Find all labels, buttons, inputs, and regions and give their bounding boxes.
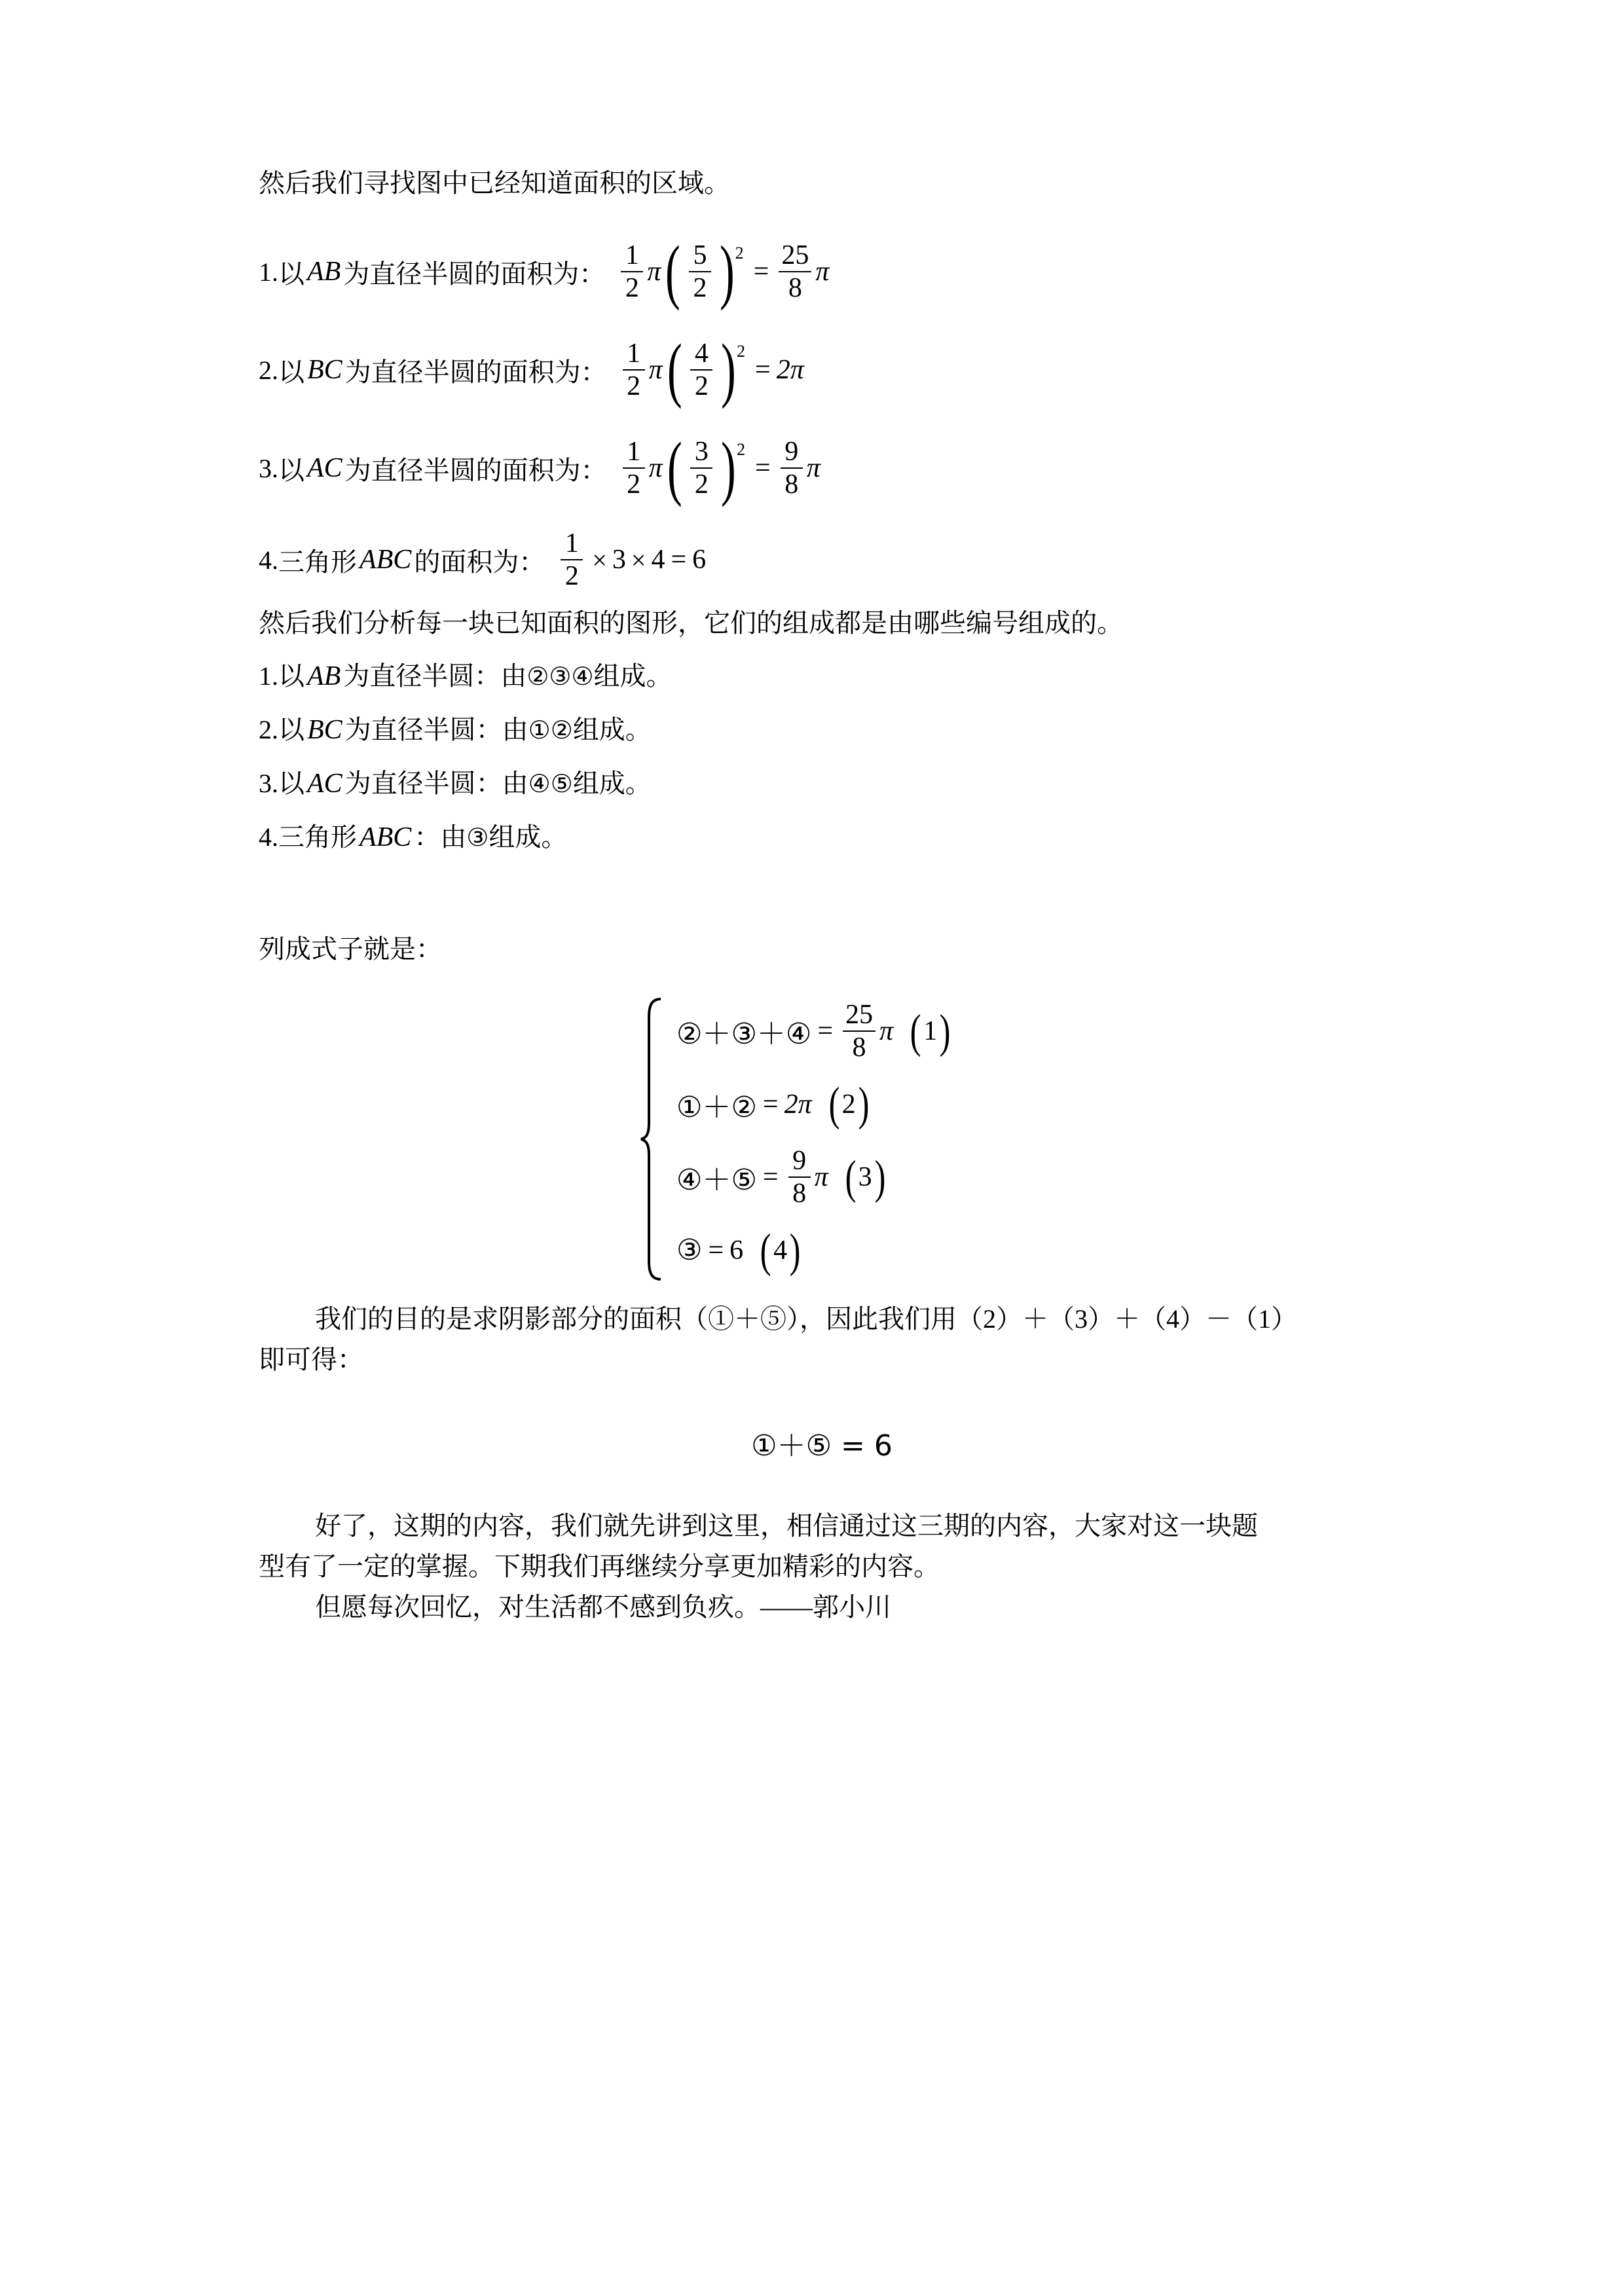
equation-row-1 (676, 995, 953, 1067)
factor-2: 4 (651, 545, 665, 575)
composition-item-3-tail: 组成。 (572, 769, 652, 798)
composition-item-4-index: 4. (259, 822, 278, 852)
multiply-sign-2: × (631, 545, 646, 575)
tag-number: 3 (858, 1162, 872, 1193)
spacer (259, 962, 1385, 995)
composition-item-4-by: 由 (440, 822, 467, 852)
closing-paragraph-line-1 (259, 1513, 1385, 1539)
equals-sign: = (753, 257, 769, 287)
inner-numerator: 3 (694, 437, 709, 467)
spacer (259, 504, 1385, 524)
goal-paragraph-text-1: 我们的目的是求阴影部分的面积（①＋⑤），因此我们用（2）＋（3）＋（4）－（1） (315, 1304, 1297, 1334)
area-item-3-label (259, 450, 607, 487)
spacer (259, 690, 1385, 716)
composition-item-4-prefix: 三角形 (278, 822, 357, 852)
area-item-2-segment: BC (307, 355, 342, 385)
coefficient-denominator: 2 (627, 469, 641, 500)
pi-symbol: π (648, 453, 663, 483)
equation-2-lhs: ①＋② (676, 1090, 757, 1124)
paren-right: ) (721, 428, 737, 508)
big-parenthesis-group (661, 231, 747, 312)
area-item-3-prefix: 以 (278, 455, 304, 485)
result-fraction (781, 438, 803, 498)
equation-1-pi: π (879, 1016, 894, 1046)
equations-intro: 列成式子就是： (259, 934, 442, 964)
pi-symbol: π (647, 257, 661, 287)
spacer (259, 744, 1385, 770)
area-item-3-suffix: 为直径半圆的面积为： (344, 455, 607, 485)
coefficient-numerator: 1 (627, 338, 641, 369)
composition-item-1-mid: 为直径半圆： (343, 661, 501, 691)
composition-item-2-tail: 组成。 (572, 715, 652, 744)
result-fraction (779, 242, 811, 302)
paren-left: ( (667, 428, 682, 508)
area-item-2-suffix: 为直径半圆的面积为： (344, 357, 607, 387)
area-item-3 (259, 428, 1385, 508)
document-content (259, 170, 1385, 1620)
equation-2-rhs: 2π (784, 1089, 812, 1120)
paren-right: ) (721, 329, 737, 410)
area-item-4-prefix: 三角形 (278, 547, 357, 577)
composition-item-3-prefix: 以 (278, 769, 304, 798)
coefficient-fraction (561, 530, 583, 590)
paren-left: ( (665, 231, 681, 312)
tag-paren-left: ( (910, 1004, 921, 1057)
area-item-1-suffix: 为直径半圆的面积为： (343, 259, 606, 289)
tag-number: 1 (923, 1015, 938, 1046)
goal-paragraph-line-2: 即可得： (259, 1345, 363, 1374)
equation-4-equals: = (708, 1235, 724, 1266)
composition-item-1-segment: AB (307, 661, 341, 691)
equation-1-tag (908, 1004, 953, 1057)
result-numerator: 25 (781, 240, 809, 270)
inner-denominator: 2 (693, 273, 707, 303)
equation-row-3 (676, 1141, 953, 1213)
result-pi-symbol: π (806, 453, 821, 483)
composition-item-4-tail: 组成。 (489, 822, 568, 852)
final-result-text: ①＋⑤ = 6 (751, 1429, 893, 1463)
big-parenthesis-group (663, 329, 749, 410)
inner-fraction (690, 340, 712, 400)
area-item-1-formula (617, 231, 830, 312)
equation-3-lhs: ④＋⑤ (676, 1163, 757, 1197)
exponent: 2 (737, 342, 745, 361)
big-parenthesis-group (663, 428, 749, 508)
coefficient-numerator: 1 (564, 528, 579, 558)
inner-numerator: 5 (693, 240, 707, 270)
area-item-2 (259, 329, 1385, 410)
area-item-4-index: 4. (259, 545, 278, 575)
multiply-sign-1: × (592, 545, 607, 575)
spacer (259, 308, 1385, 334)
equation-2-equals: = (762, 1089, 779, 1120)
coefficient-fraction (623, 340, 645, 400)
coefficient-denominator: 2 (564, 561, 579, 591)
equation-3-fraction (788, 1147, 811, 1207)
inner-denominator: 2 (694, 469, 709, 500)
exponent: 2 (735, 244, 744, 263)
area-item-4-suffix: 的面积为： (414, 547, 545, 577)
equation-3-equals: = (762, 1162, 779, 1193)
final-result-equation (259, 1422, 1385, 1464)
tag-paren-right: ) (939, 1004, 951, 1057)
composition-item-3-index: 3. (259, 769, 278, 798)
composition-item-2-index: 2. (259, 715, 278, 744)
spacer (259, 406, 1385, 432)
analysis-line: 然后我们分析每一块已知面积的图形，它们的组成都是由哪些编号组成的。 (259, 608, 1123, 638)
pi-symbol: π (648, 355, 663, 385)
result-pi-symbol: π (815, 257, 830, 287)
quote-text: 但愿每次回忆，对生活都不感到负疚。——郭小川 (315, 1592, 891, 1622)
spacer (259, 1332, 1385, 1347)
tag-paren-left: ( (845, 1151, 857, 1204)
equation-3-tag (843, 1151, 888, 1204)
composition-item-2 (259, 716, 1385, 744)
composition-item-2-by: 由 (502, 715, 528, 744)
area-item-2-formula (619, 329, 804, 410)
composition-item-4-segment: ABC (360, 822, 412, 852)
result-value: 2π (776, 355, 804, 385)
area-item-3-index: 3. (259, 453, 278, 483)
coefficient-denominator: 2 (625, 273, 639, 303)
quote-line (259, 1594, 1385, 1620)
area-item-1-prefix: 以 (278, 259, 304, 289)
area-item-3-segment: AC (307, 453, 342, 483)
area-item-4-triangle (259, 524, 1385, 596)
composition-item-4-parts: ③ (466, 823, 489, 852)
equation-1-fraction (843, 1001, 876, 1061)
equation-1-numerator: 25 (845, 1000, 874, 1030)
equation-4-lhs: ③ (676, 1233, 703, 1267)
triangle-result: 6 (692, 545, 707, 575)
tag-paren-right: ) (789, 1224, 801, 1277)
coefficient-denominator: 2 (627, 371, 641, 401)
composition-item-1-prefix: 以 (278, 661, 304, 691)
area-item-3-formula (619, 428, 821, 508)
exponent: 2 (737, 440, 745, 459)
composition-item-4-mid: ： (414, 822, 441, 852)
spacer (259, 1373, 1385, 1422)
composition-item-3 (259, 770, 1385, 797)
spacer (259, 1286, 1385, 1306)
equation-1-lhs: ②＋③＋④ (676, 1017, 812, 1051)
spacer (259, 1464, 1385, 1513)
equation-2-tag (826, 1078, 872, 1131)
equals-sign: = (755, 453, 771, 483)
equation-system (638, 995, 1385, 1286)
composition-item-2-segment: BC (307, 715, 342, 745)
tag-paren-left: ( (760, 1224, 771, 1277)
inner-fraction (690, 438, 712, 498)
paren-left: ( (667, 329, 682, 410)
equation-row-2 (676, 1068, 953, 1140)
system-brace (638, 995, 669, 1286)
equation-row-4 (676, 1214, 953, 1286)
composition-item-1-by: 由 (500, 661, 527, 691)
tag-paren-left: ( (828, 1078, 840, 1131)
result-denominator: 8 (784, 469, 799, 500)
area-item-1-label (259, 253, 605, 291)
spacer (259, 636, 1385, 663)
result-numerator: 9 (784, 437, 799, 467)
area-item-1-index: 1. (259, 257, 278, 287)
equation-list (669, 995, 953, 1286)
intro-line: 然后我们寻找图中已经知道面积的区域。 (259, 168, 730, 198)
composition-item-1 (259, 663, 1385, 690)
composition-item-2-prefix: 以 (278, 715, 304, 744)
equals-sign: = (671, 545, 687, 575)
equation-4-tag (758, 1224, 803, 1277)
equation-3-numerator: 9 (792, 1146, 807, 1176)
equation-1-denominator: 8 (852, 1032, 866, 1063)
coefficient-numerator: 1 (627, 437, 641, 467)
closing-text-1: 好了，这期的内容，我们就先讲到这里，相信通过这三期的内容，大家对这一块题 (315, 1511, 1258, 1540)
composition-item-4 (259, 824, 1385, 851)
area-item-2-label (259, 352, 607, 389)
spacer (259, 797, 1385, 824)
area-item-2-prefix: 以 (278, 357, 304, 387)
composition-item-2-parts: ①② (528, 716, 573, 744)
coefficient-fraction (621, 242, 643, 302)
composition-item-1-index: 1. (259, 661, 278, 691)
area-item-4-formula (557, 530, 706, 590)
inner-denominator: 2 (694, 371, 709, 401)
spacer (259, 196, 1385, 236)
composition-item-3-by: 由 (502, 769, 528, 798)
factor-1: 3 (612, 545, 626, 575)
coefficient-numerator: 1 (625, 240, 639, 270)
composition-item-3-mid: 为直径半圆： (344, 769, 502, 798)
tag-paren-right: ) (874, 1151, 885, 1204)
left-curly-brace-icon (638, 995, 669, 1283)
area-item-4-segment: ABC (360, 545, 412, 575)
tag-number: 4 (773, 1235, 788, 1266)
coefficient-fraction (623, 438, 645, 498)
composition-item-2-mid: 为直径半圆： (344, 715, 502, 744)
equation-3-pi: π (814, 1162, 828, 1193)
area-item-1-segment: AB (307, 257, 341, 287)
closing-paragraph-line-2: 型有了一定的掌握。下期我们再继续分享更加精彩的内容。 (259, 1552, 940, 1581)
result-denominator: 8 (788, 273, 802, 303)
tag-paren-right: ) (858, 1078, 869, 1131)
composition-item-1-tail: 组成。 (593, 661, 673, 691)
area-item-4-label (259, 541, 545, 579)
spacer (259, 851, 1385, 936)
composition-item-3-segment: AC (307, 769, 342, 799)
inner-numerator: 4 (694, 338, 709, 369)
equation-4-rhs: 6 (729, 1235, 744, 1266)
composition-item-1-parts: ②③④ (526, 662, 594, 691)
equation-3-denominator: 8 (792, 1178, 807, 1209)
paren-right: ) (719, 231, 735, 312)
tag-number: 2 (841, 1089, 856, 1120)
area-item-2-index: 2. (259, 355, 278, 385)
equation-1-equals: = (817, 1016, 834, 1046)
inner-fraction (689, 242, 711, 302)
equals-sign: = (755, 355, 771, 385)
composition-item-3-parts: ④⑤ (528, 769, 573, 798)
goal-paragraph-line-1 (259, 1306, 1385, 1332)
area-item-1 (259, 231, 1385, 312)
